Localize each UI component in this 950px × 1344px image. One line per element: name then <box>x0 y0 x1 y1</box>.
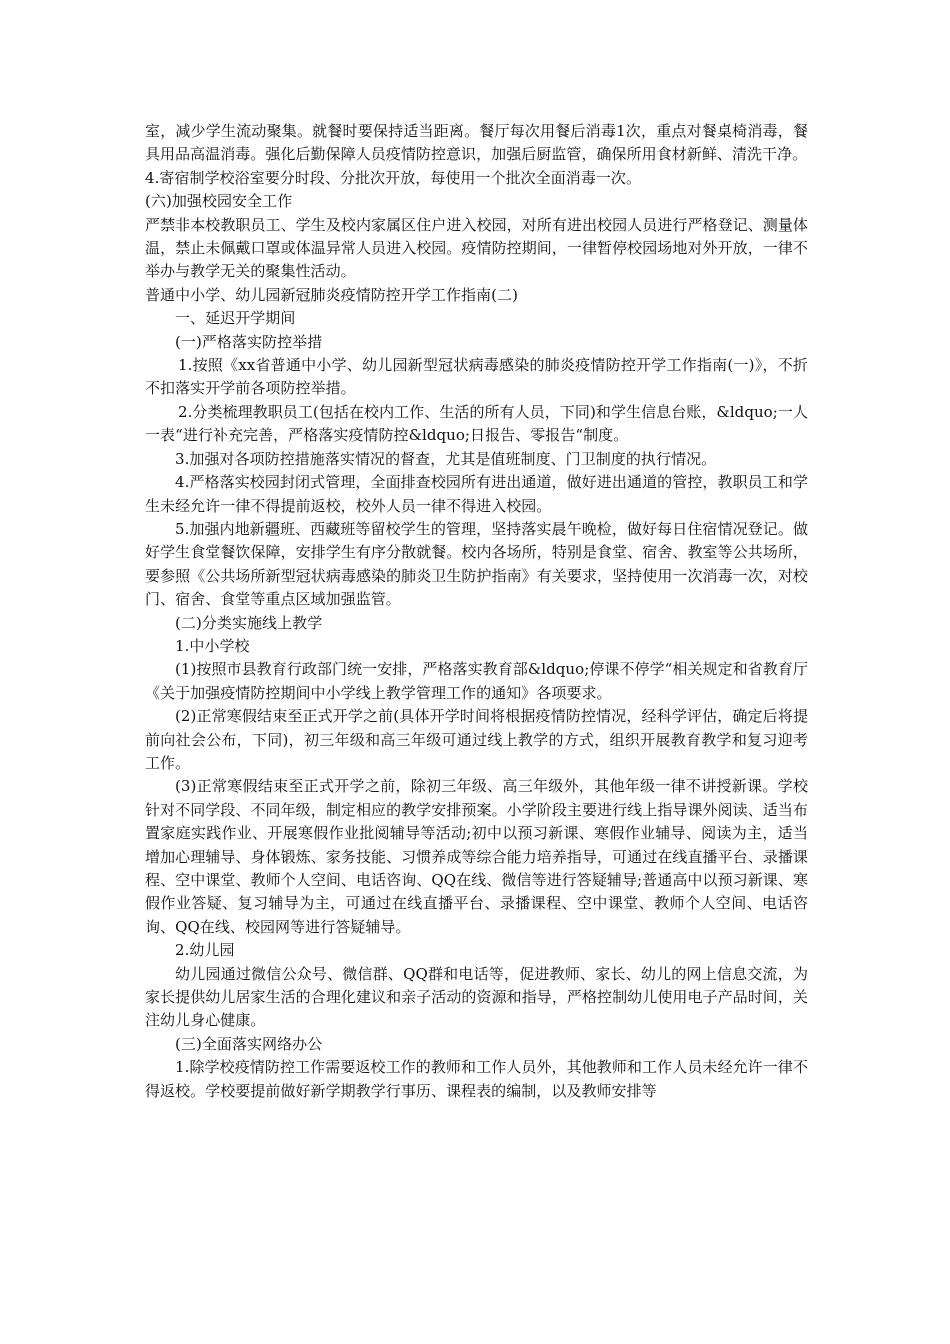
paragraph-item-2: 2.分类梳理教职员工(包括在校内工作、生活的所有人员，下同)和学生信息台账，&ldquo;一人一表“进行补充完善，严格落实疫情防控&ldquo;日报告、零报告“制度。 <box>145 402 808 445</box>
heading-delayed-opening: 一、延迟开学期间 <box>175 309 296 328</box>
heading-prevention-measures: (一)严格落实防控举措 <box>175 332 323 351</box>
heading-campus-safety: (六)加强校园安全工作 <box>145 192 293 211</box>
paragraph-boarding-bathroom: 4.寄宿制学校浴室要分时段、分批次开放，每使用一个批次全面消毒一次。 <box>145 168 642 187</box>
paragraph-kindergarten: 幼儿园通过微信公众号、微信群、QQ群和电话等，促进教师、家长、幼儿的网上信息交流，为家长提供幼儿居家生活的合理化建议和亲子活动的资源和指导，严格控制幼儿使用电子产品时间，关注幼儿身心健康。 <box>145 964 808 1030</box>
paragraph-online-office-1: 1.除学校疫情防控工作需要返校工作的教师和工作人员外，其他教师和工作人员未经允许一律不得返校。学校要提前做好新学期教学行事历、课程表的编制，以及教师安排等 <box>145 1058 808 1100</box>
paragraph-campus-access: 严禁非本校教职员工、学生及校内家属区住户进入校园，对所有进出校园人员进行严格登记、测量体温，禁止未佩戴口罩或体温异常人员进入校园。疫情防控期间，一律暂停校园场地对外开放，一律不举办与教学无关的聚集性活动。 <box>145 215 808 281</box>
paragraph-item-3: 3.加强对各项防控措施落实情况的督查，尤其是值班制度、门卫制度的执行情况。 <box>175 449 717 468</box>
paragraph-canteen-disinfection: 室，减少学生流动聚集。就餐时要保持适当距离。餐厅每次用餐后消毒1次，重点对餐桌椅消毒，餐具用品高温消毒。强化后勤保障人员疫情防控意识，加强后厨监管，确保所用食材新鲜、清洗干净。 <box>145 122 808 164</box>
heading-kindergarten: 2.幼儿园 <box>175 941 235 960</box>
paragraph-item-4: 4.严格落实校园封闭式管理，全面排查校园所有进出通道，做好进出通道的管控，教职员工和学生未经允许一律不得提前返校，校外人员一律不得进入校园。 <box>145 473 808 515</box>
document-section-title: 普通中小学、幼儿园新冠肺炎疫情防控开学工作指南(二) <box>145 285 519 304</box>
document-page <box>145 120 808 1103</box>
heading-online-office: (三)全面落实网络办公 <box>175 1034 323 1053</box>
paragraph-schools-3: (3)正常寒假结束至正式开学之前，除初三年级、高三年级外，其他年级一律不讲授新课。学校针对不同学段、不同年级，制定相应的教学安排预案。小学阶段主要进行线上指导课外阅读、适当布置家庭实践作业、开展寒假作业批阅辅导等活动;初中以预习新课、寒假作业辅导、阅读为主，适当增加心理辅导、身体锻炼、家务技能、习惯养成等综合能力培养指导，可通过在线直播平台、录播课程、空中课堂、教师个人空间、电话咨询、QQ在线、微信等进行答疑辅导;普通高中以预习新课、寒假作业答疑、复习辅导为主，可通过在线直播平台、录播课程、空中课堂、教师个人空间、电话咨询、QQ在线、校园网等进行答疑辅导。 <box>145 777 808 936</box>
paragraph-item-5: 5.加强内地新疆班、西藏班等留校学生的管理，坚持落实晨午晚检，做好每日住宿情况登记。做好学生食堂餐饮保障，安排学生有序分散就餐。校内各场所，特别是食堂、宿舍、教室等公共场所，要参照《公共场所新型冠状病毒感染的肺炎卫生防护指南》有关要求，坚持使用一次消毒一次，对校门、宿舍、食堂等重点区域加强监管。 <box>145 519 808 609</box>
paragraph-item-1: 1.按照《xx省普通中小学、幼儿园新型冠状病毒感染的肺炎疫情防控开学工作指南(一)》，不折不扣落实开学前各项防控举措。 <box>145 356 808 398</box>
heading-schools: 1.中小学校 <box>175 636 250 655</box>
heading-online-teaching: (二)分类实施线上教学 <box>175 613 323 632</box>
paragraph-schools-1: (1)按照市县教育行政部门统一安排，严格落实教育部&ldquo;停课不停学“相关规定和省教育厅《关于加强疫情防控期间中小学线上教学管理工作的通知》各项要求。 <box>145 660 808 702</box>
paragraph-schools-2: (2)正常寒假结束至正式开学之前(具体开学时间将根据疫情防控情况，经科学评估，确定后将提前向社会公布，下同)，初三年级和高三年级可通过线上教学的方式，组织开展教育教学和复习迎考工作。 <box>145 707 808 772</box>
